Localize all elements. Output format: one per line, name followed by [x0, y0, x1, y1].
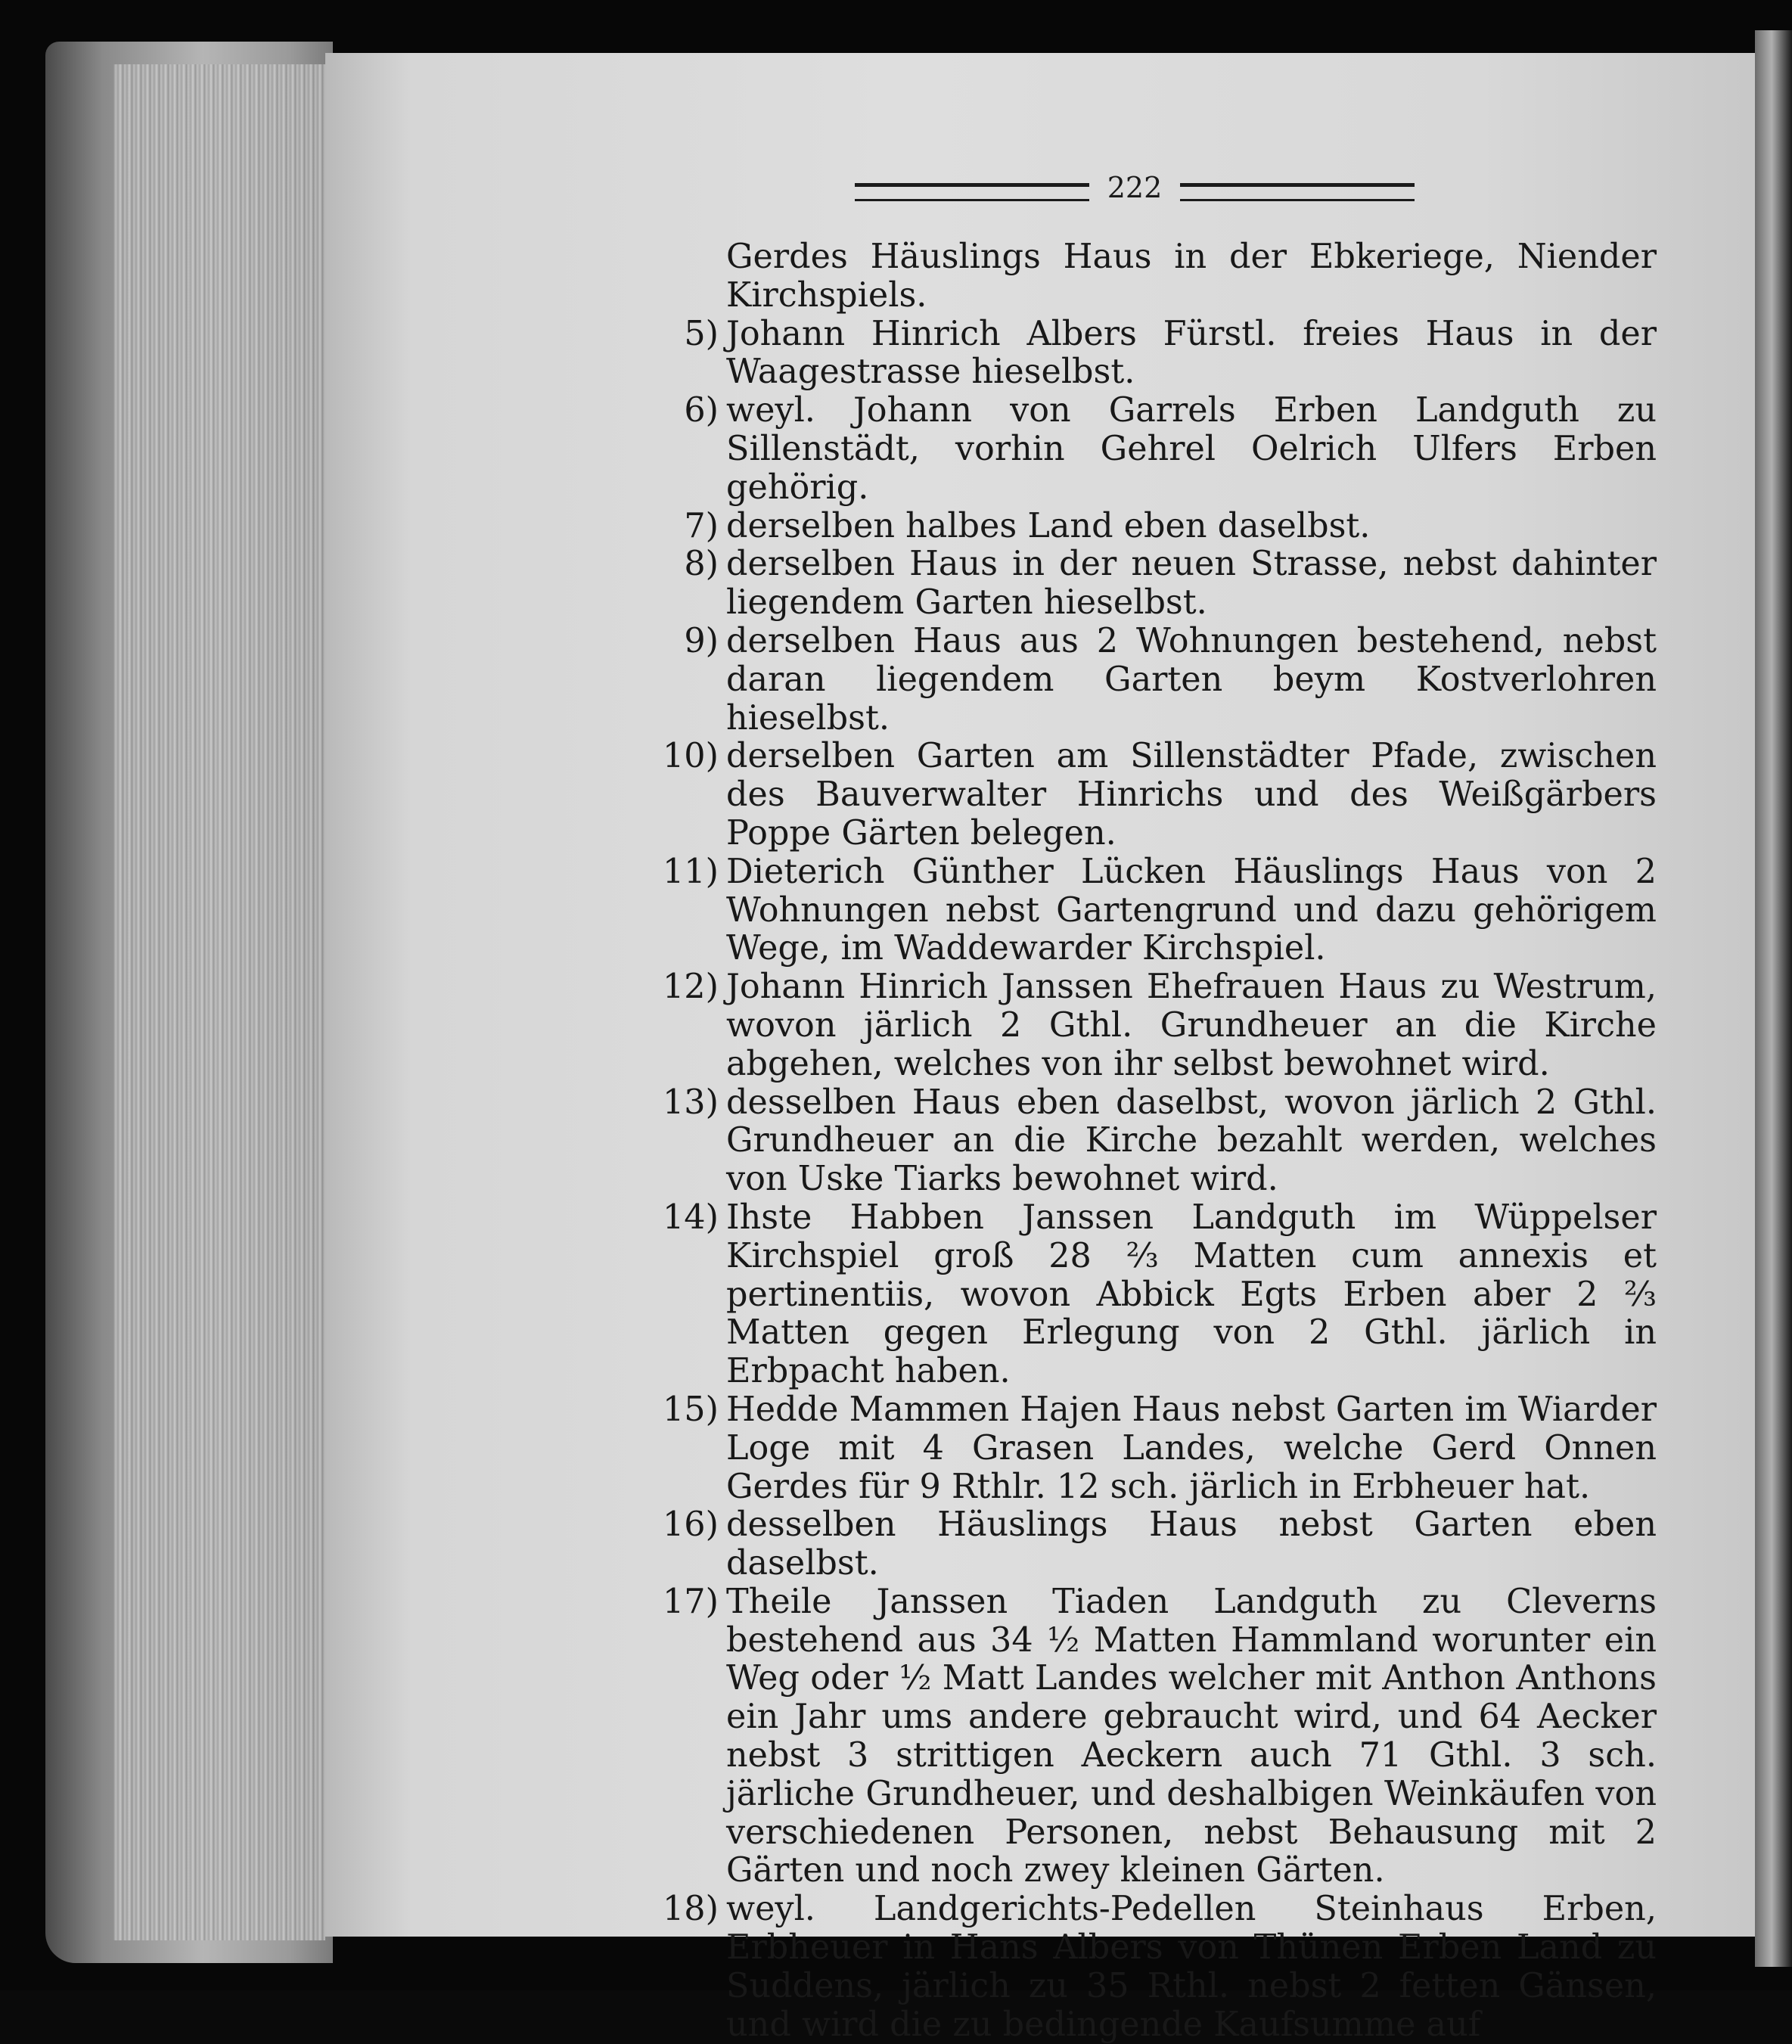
entry-number: 12): [663, 968, 719, 1007]
entry-text: derselben halbes Land eben daselbst.: [726, 506, 1371, 545]
list-item: [651, 238, 1657, 315]
entry-text: derselben Haus aus 2 Wohnungen bestehend, nebst daran liegendem Garten beym Kostverlohren hieselbst.: [726, 621, 1657, 738]
entry-text: derselben Garten am Sillenstädter Pfade, zwischen des Bauverwalter Hinrichs und des Weißgärbers Poppe Gärten belegen.: [726, 737, 1657, 853]
entry-text: weyl. Landgerichts-Pedellen Steinhaus Erben, Erbheuer in Hans Albers von Thünen Erben Land zu Suddens, järlich zu 35 Rthl. nebst 2 fetten Gänsen, und wird die zu bedingende Kaufsumme auf: [726, 1890, 1657, 2044]
page-header: [855, 171, 1415, 204]
list-item: [651, 508, 1657, 546]
entry-number: 13): [663, 1083, 719, 1122]
list-item: [651, 738, 1657, 853]
entry-text: Ihste Habben Janssen Landguth im Wüppelser Kirchspiel groß 28 ⅔ Matten cum annexis et pertinentiis, wovon Abbick Egts Erben aber 2 ⅔ Matten gegen Erlegung von 2 Gthl. järlich in Erbpacht haben.: [726, 1198, 1657, 1391]
entry-text: desselben Haus eben daselbst, wovon järlich 2 Gthl. Grundheuer an die Kirche bezahlt werden, welches von Uske Tiarks bewohnet wird.: [726, 1083, 1657, 1199]
entry-text: Theile Janssen Tiaden Landguth zu Cleverns bestehend aus 34 ½ Matten Hammland worunter ein Weg oder ½ Matt Landes welcher mit Anthon Anthons ein Jahr ums andere gebraucht wird, und 64 Aecker nebst 3 strittigen Aeckern auch 71 Gthl. 3 sch. järliche Grundheuer, und deshalbigen Weinkäufen von verschiedenen Personen, nebst Behausung mit 2 Gärten und noch zwey kleinen Gärten.: [726, 1582, 1657, 1890]
entry-text: desselben Häuslings Haus nebst Garten eben daselbst.: [726, 1505, 1657, 1583]
list-item: [651, 1391, 1657, 1506]
list-item: [651, 545, 1657, 623]
entry-text: derselben Haus in der neuen Strasse, nebst dahinter liegendem Garten hieselbst.: [726, 545, 1657, 623]
list-item: [651, 1890, 1657, 2044]
page-number: 222: [1107, 171, 1163, 204]
entry-number: 8): [684, 545, 719, 584]
list-item: [651, 392, 1657, 507]
entry-number: 14): [663, 1198, 719, 1237]
entry-number: 11): [663, 852, 719, 891]
entry-text: weyl. Johann von Garrels Erben Landguth zu Sillenstädt, vorhin Gehrel Oelrich Ulfers Erben gehörig.: [726, 391, 1657, 507]
entry-text: Hedde Mammen Hajen Haus nebst Garten im Wiarder Loge mit 4 Grasen Landes, welche Gerd Onnen Gerdes für 9 Rthlr. 12 sch. järlich in Erbheuer hat.: [726, 1390, 1657, 1506]
entry-number: 10): [663, 737, 719, 776]
list-item: [651, 1199, 1657, 1391]
header-rule-right: [1180, 183, 1415, 201]
entry-number: 7): [684, 506, 719, 545]
entry-number: 16): [663, 1505, 719, 1545]
list-item: [651, 968, 1657, 1083]
entry-number: 17): [663, 1582, 719, 1621]
entry-number: 18): [663, 1890, 719, 1929]
entry-text: Dieterich Günther Lücken Häuslings Haus von 2 Wohnungen nebst Gartengrund und dazu gehörigem Wege, im Waddewarder Kirchspiel.: [726, 852, 1657, 968]
entry-list: [651, 238, 1657, 2044]
page-edges: [113, 64, 325, 1940]
list-item: [651, 1084, 1657, 1199]
list-item: [651, 315, 1657, 393]
list-item: [651, 623, 1657, 738]
entry-number: 5): [684, 314, 719, 353]
list-item: [651, 1506, 1657, 1583]
entry-text: Johann Hinrich Albers Fürstl. freies Haus in der Waagestrasse hieselbst.: [726, 314, 1657, 392]
facing-page-edge: [1755, 30, 1792, 1967]
entry-number: 9): [684, 621, 719, 660]
list-item: [651, 853, 1657, 968]
entry-number: 6): [684, 391, 719, 430]
entry-number: 15): [663, 1390, 719, 1429]
entry-text: Johann Hinrich Janssen Ehefrauen Haus zu Westrum, wovon järlich 2 Gthl. Grundheuer an die Kirche abgehen, welches von ihr selbst bewohnet wird.: [726, 968, 1657, 1083]
entry-text: Gerdes Häuslings Haus in der Ebkeriege, Niender Kirchspiels.: [726, 238, 1657, 315]
list-item: [651, 1583, 1657, 1890]
header-rule-left: [855, 183, 1089, 201]
